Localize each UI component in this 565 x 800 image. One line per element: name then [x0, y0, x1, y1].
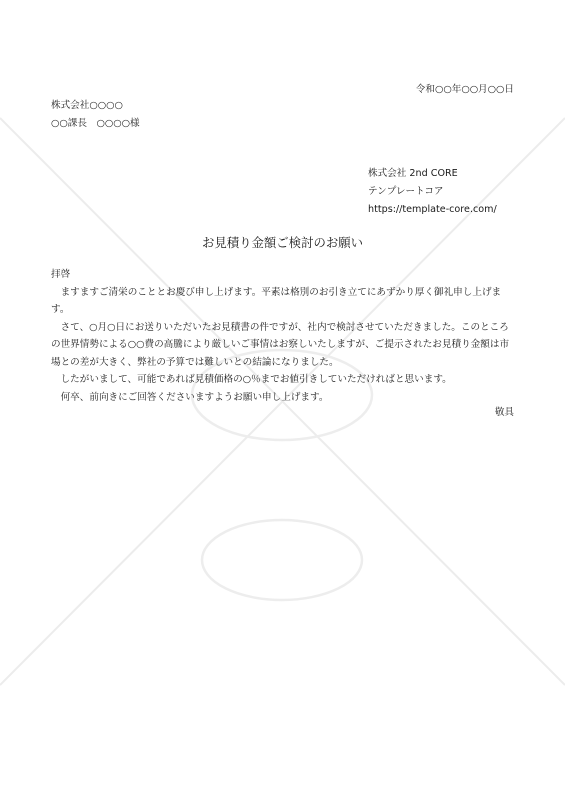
body-paragraph: ますますご清栄のこととお慶び申し上げます。平素は格別のお引き立てにあずかり厚く御礼申し上げます。 [51, 286, 502, 315]
letter-body [51, 266, 514, 406]
sender-block [368, 165, 497, 219]
letter-title: お見積り金額ご検討のお願い [201, 235, 364, 250]
closing: 敬具 [494, 407, 514, 418]
body-paragraph: さて、○月○日にお送りいただいたお見積書の件ですが、社内で検討させていただきました。このところの世界情勢による○○費の高騰により厳しいご事情はお察しいたしますが、ご提示されたお見積り金額は市場との差が大きく、弊社の予算では難しいとの結論になりました。 [51, 321, 510, 368]
recipient-block [51, 97, 140, 133]
body-paragraph: 何卒、前向きにご回答くださいますようお願い申し上げます。 [60, 391, 329, 403]
sender-name: テンプレートコア [368, 186, 444, 197]
sender-company: 株式会社 2nd CORE [368, 168, 458, 179]
recipient-company: 株式会社○○○○ [51, 100, 123, 111]
letter-date: 令和○○年○○月○○日 [415, 84, 514, 95]
sender-url: https://template-core.com/ [368, 204, 497, 215]
salutation: 拝啓 [51, 269, 71, 280]
recipient-person: ○○課長 ○○○○様 [51, 118, 140, 129]
body-paragraph: したがいまして、可能であれば見積価格の○％までお値引きしていただければと思います。 [60, 374, 452, 385]
watermark-ellipse [202, 520, 362, 600]
